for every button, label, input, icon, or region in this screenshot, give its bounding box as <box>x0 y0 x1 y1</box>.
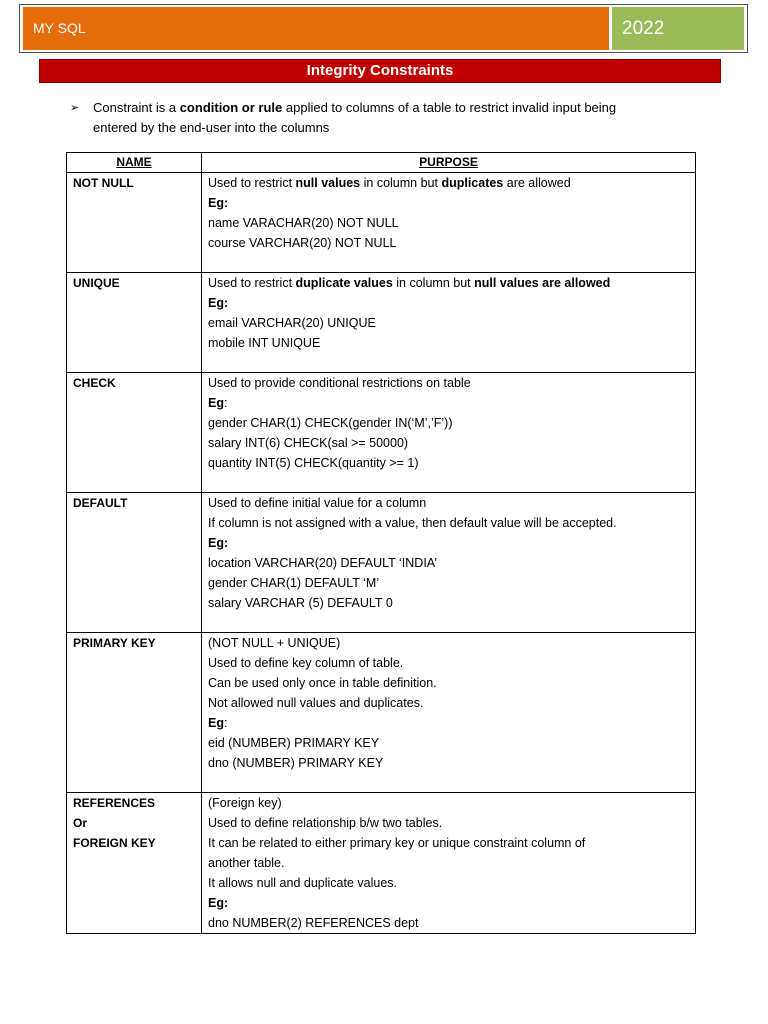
purpose-text: in column but <box>392 276 475 290</box>
purpose-line <box>208 853 689 873</box>
purpose-text: Used to restrict <box>208 276 296 290</box>
purpose-text: email VARCHAR(20) UNIQUE <box>208 316 376 330</box>
intro-text-2: applied to columns of a table to restrict invalid input being <box>282 100 617 115</box>
purpose-text-bold: null values <box>295 176 361 190</box>
purpose-line <box>208 673 689 693</box>
column-header-name: NAME <box>67 153 202 173</box>
intro-text-1: Constraint is a <box>93 100 180 115</box>
purpose-text: Used to restrict <box>208 176 296 190</box>
purpose-text: Used to provide conditional restrictions on table <box>208 376 471 390</box>
constraints-table <box>66 152 696 934</box>
purpose-text: gender CHAR(1) CHECK(gender IN(‘M’,’F’)) <box>208 416 453 430</box>
table-row <box>67 273 696 373</box>
purpose-line <box>208 813 689 833</box>
constraint-name <box>67 173 202 273</box>
constraint-purpose <box>202 273 696 373</box>
purpose-text-bold: Eg: <box>208 296 229 310</box>
purpose-text: (Foreign key) <box>208 796 282 810</box>
purpose-line <box>208 593 689 613</box>
column-header-purpose: PURPOSE <box>202 153 696 173</box>
intro-text-bold: condition or rule <box>179 100 283 115</box>
purpose-line <box>208 553 689 573</box>
purpose-line <box>208 633 689 653</box>
purpose-line <box>208 513 689 533</box>
constraint-name-line: NOT NULL <box>73 176 134 190</box>
purpose-text-bold: duplicate values <box>295 276 393 290</box>
purpose-text: salary INT(6) CHECK(sal >= 50000) <box>208 436 409 450</box>
purpose-line <box>208 233 689 253</box>
purpose-text: If column is not assigned with a value, then default value will be accepted. <box>208 516 617 530</box>
purpose-line <box>208 573 689 593</box>
purpose-line <box>208 333 689 353</box>
constraint-name-line: REFERENCES <box>73 796 156 810</box>
purpose-line <box>208 493 689 513</box>
purpose-text: Can be used only once in table definition. <box>208 676 437 690</box>
header-subject: MY SQL <box>23 7 609 50</box>
purpose-text: Used to define key column of table. <box>208 656 404 670</box>
page-title: Integrity Constraints <box>39 59 721 83</box>
purpose-text: location VARCHAR(20) DEFAULT ‘INDIA’ <box>208 556 437 570</box>
purpose-text: It can be related to either primary key or unique constraint column of <box>208 836 586 850</box>
purpose-line <box>208 653 689 673</box>
purpose-text: name VARACHAR(20) NOT NULL <box>208 216 399 230</box>
purpose-text-bold: Eg: <box>208 196 229 210</box>
purpose-text-bold: duplicates <box>441 176 504 190</box>
purpose-text: eid (NUMBER) PRIMARY KEY <box>208 736 380 750</box>
table-row <box>67 633 696 793</box>
constraint-purpose <box>202 793 696 934</box>
purpose-text-bold: Eg <box>208 716 224 730</box>
table-row <box>67 173 696 273</box>
purpose-text: mobile INT UNIQUE <box>208 336 321 350</box>
purpose-text: in column but <box>360 176 442 190</box>
purpose-text: It allows null and duplicate values. <box>208 876 398 890</box>
purpose-text-bold: null values are allowed <box>474 276 611 290</box>
constraint-name <box>67 373 202 493</box>
constraint-name-line: FOREIGN KEY <box>73 836 156 850</box>
constraint-name-line: DEFAULT <box>73 496 128 510</box>
table-body <box>67 173 696 934</box>
constraint-purpose <box>202 173 696 273</box>
bullet-arrow-icon: ➢ <box>70 102 80 114</box>
constraint-purpose <box>202 373 696 493</box>
constraint-purpose <box>202 493 696 633</box>
purpose-line <box>208 733 689 753</box>
purpose-text: Not allowed null values and duplicates. <box>208 696 424 710</box>
purpose-text: Used to define relationship b/w two tables. <box>208 816 443 830</box>
purpose-text: gender CHAR(1) DEFAULT ‘M’ <box>208 576 380 590</box>
constraint-name-line: UNIQUE <box>73 276 120 290</box>
header-year: 2022 <box>612 7 744 50</box>
intro-paragraph <box>70 98 710 138</box>
purpose-line <box>208 273 689 293</box>
table-row <box>67 493 696 633</box>
purpose-line <box>208 833 689 853</box>
purpose-text-bold: Eg <box>208 396 224 410</box>
purpose-text: another table. <box>208 856 285 870</box>
table-row <box>67 793 696 934</box>
purpose-text: course VARCHAR(20) NOT NULL <box>208 236 397 250</box>
purpose-line <box>208 753 689 773</box>
constraint-purpose <box>202 633 696 793</box>
purpose-text-bold: Eg: <box>208 536 229 550</box>
purpose-text: salary VARCHAR (5) DEFAULT 0 <box>208 596 393 610</box>
intro-text-3: entered by the end-user into the columns <box>93 120 330 135</box>
purpose-line <box>208 873 689 893</box>
table-row <box>67 373 696 493</box>
purpose-line <box>208 413 689 433</box>
purpose-line <box>208 713 689 733</box>
purpose-text: : <box>223 716 228 730</box>
purpose-text-bold: Eg: <box>208 896 229 910</box>
purpose-text: dno (NUMBER) PRIMARY KEY <box>208 756 384 770</box>
purpose-line <box>208 893 689 913</box>
purpose-line <box>208 373 689 393</box>
purpose-line <box>208 793 689 813</box>
purpose-text: Used to define initial value for a column <box>208 496 427 510</box>
purpose-text: dno NUMBER(2) REFERENCES dept <box>208 916 419 930</box>
purpose-text: : <box>223 396 228 410</box>
purpose-text: quantity INT(5) CHECK(quantity >= 1) <box>208 456 419 470</box>
purpose-line <box>208 313 689 333</box>
purpose-line <box>208 433 689 453</box>
purpose-line <box>208 213 689 233</box>
purpose-line <box>208 693 689 713</box>
constraint-name <box>67 493 202 633</box>
constraint-name-line: CHECK <box>73 376 116 390</box>
purpose-line <box>208 393 689 413</box>
constraint-name <box>67 273 202 373</box>
purpose-text: are allowed <box>503 176 571 190</box>
purpose-line <box>208 193 689 213</box>
constraint-name <box>67 793 202 934</box>
purpose-line <box>208 533 689 553</box>
purpose-line <box>208 913 689 933</box>
constraint-name-line: PRIMARY KEY <box>73 636 156 650</box>
purpose-line <box>208 453 689 473</box>
constraint-name-line: Or <box>73 816 88 830</box>
purpose-text: (NOT NULL + UNIQUE) <box>208 636 341 650</box>
purpose-line <box>208 173 689 193</box>
constraint-name <box>67 633 202 793</box>
table-header-row <box>67 153 696 173</box>
purpose-line <box>208 293 689 313</box>
